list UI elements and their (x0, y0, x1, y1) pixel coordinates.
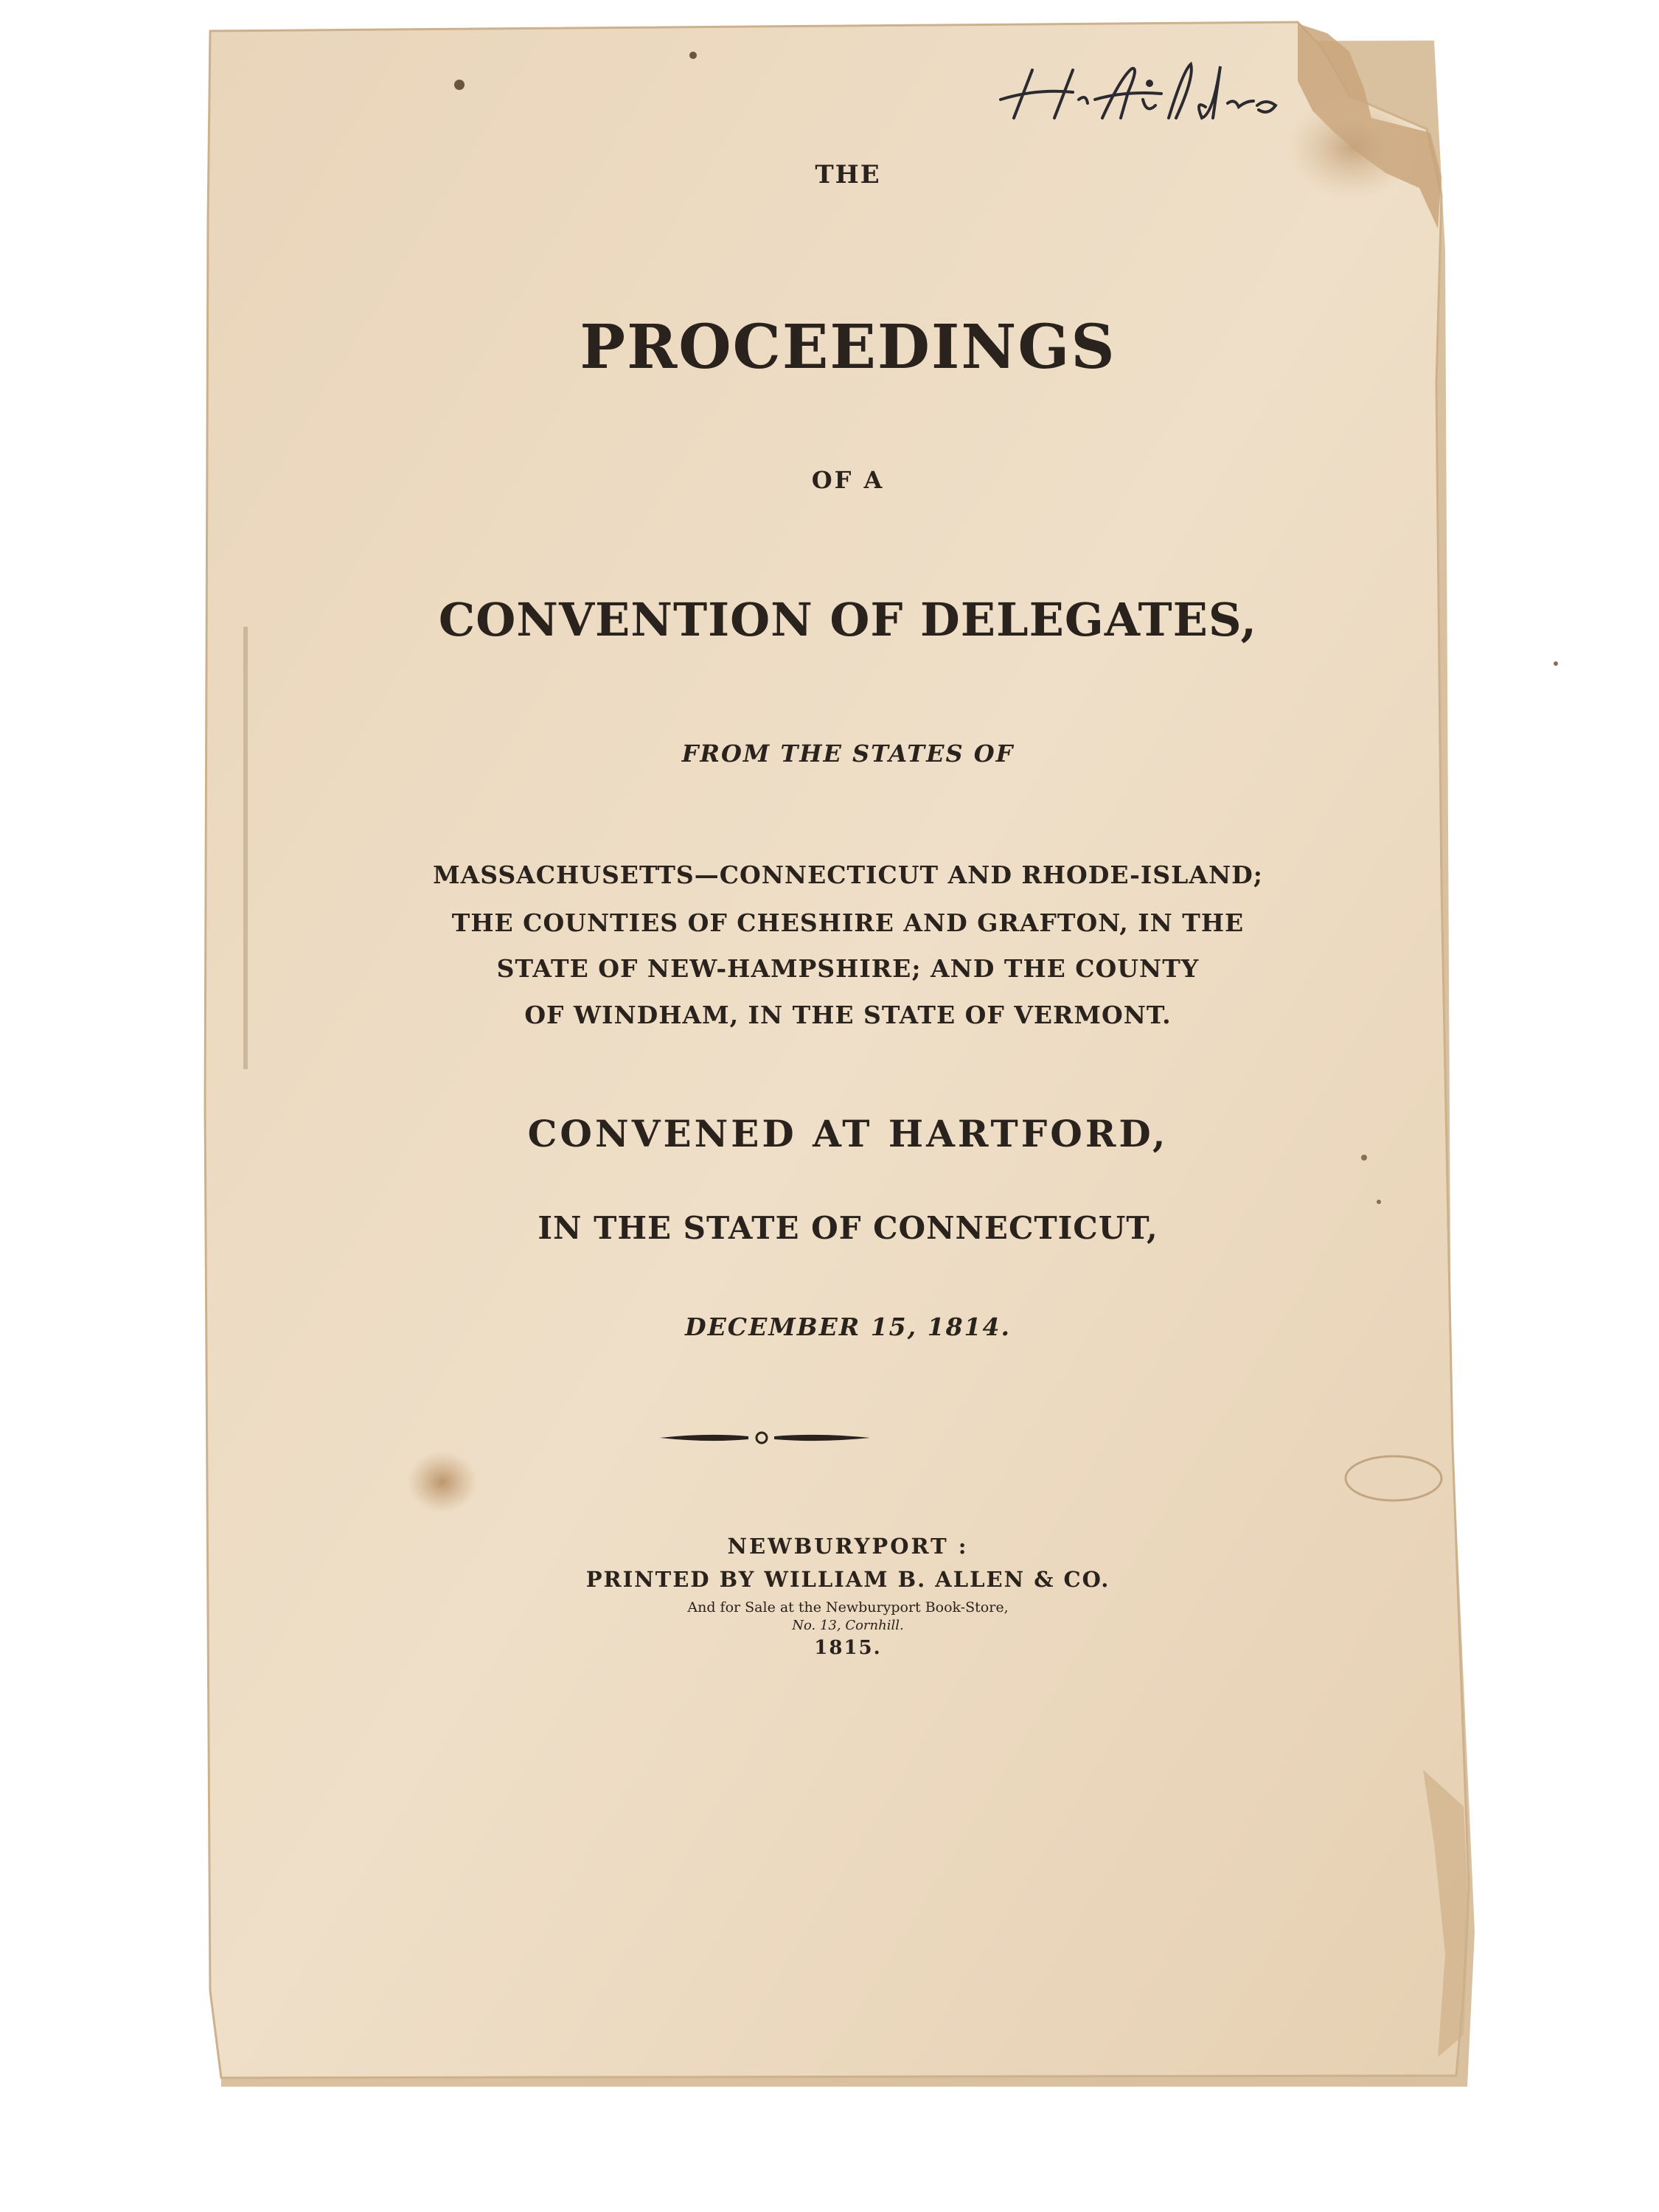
title-proceedings: PROCEEDINGS (580, 312, 1116, 383)
title-the: THE (815, 160, 881, 189)
imprint-place: NEWBURYPORT : (727, 1534, 969, 1559)
states-line-1: MASSACHUSETTS—CONNECTICUT AND RHODE-ISLAND; (433, 860, 1263, 889)
imprint-sale: And for Sale at the Newburyport Book-Store, (687, 1599, 1009, 1615)
owner-signature (992, 48, 1301, 136)
imprint-address: No. 13, Cornhill. (792, 1618, 904, 1633)
title-of-a: OF A (811, 466, 885, 494)
states-line-4: OF WINDHAM, IN THE STATE OF VERMONT. (524, 1001, 1172, 1029)
from-the-states: FROM THE STATES OF (681, 740, 1015, 768)
imprint-year: 1815. (814, 1637, 882, 1659)
in-state-of-connecticut: IN THE STATE OF CONNECTICUT, (538, 1210, 1158, 1246)
imprint-printer: PRINTED BY WILLIAM B. ALLEN & CO. (585, 1567, 1110, 1592)
states-line-3: STATE OF NEW-HAMPSHIRE; AND THE COUNTY (496, 954, 1200, 983)
title-convention: CONVENTION OF DELEGATES, (438, 593, 1258, 647)
states-line-2: THE COUNTIES OF CHESHIRE AND GRAFTON, IN THE (451, 908, 1245, 937)
convened-at-hartford: CONVENED AT HARTFORD, (527, 1112, 1169, 1155)
convention-date: DECEMBER 15, 1814. (685, 1312, 1011, 1341)
